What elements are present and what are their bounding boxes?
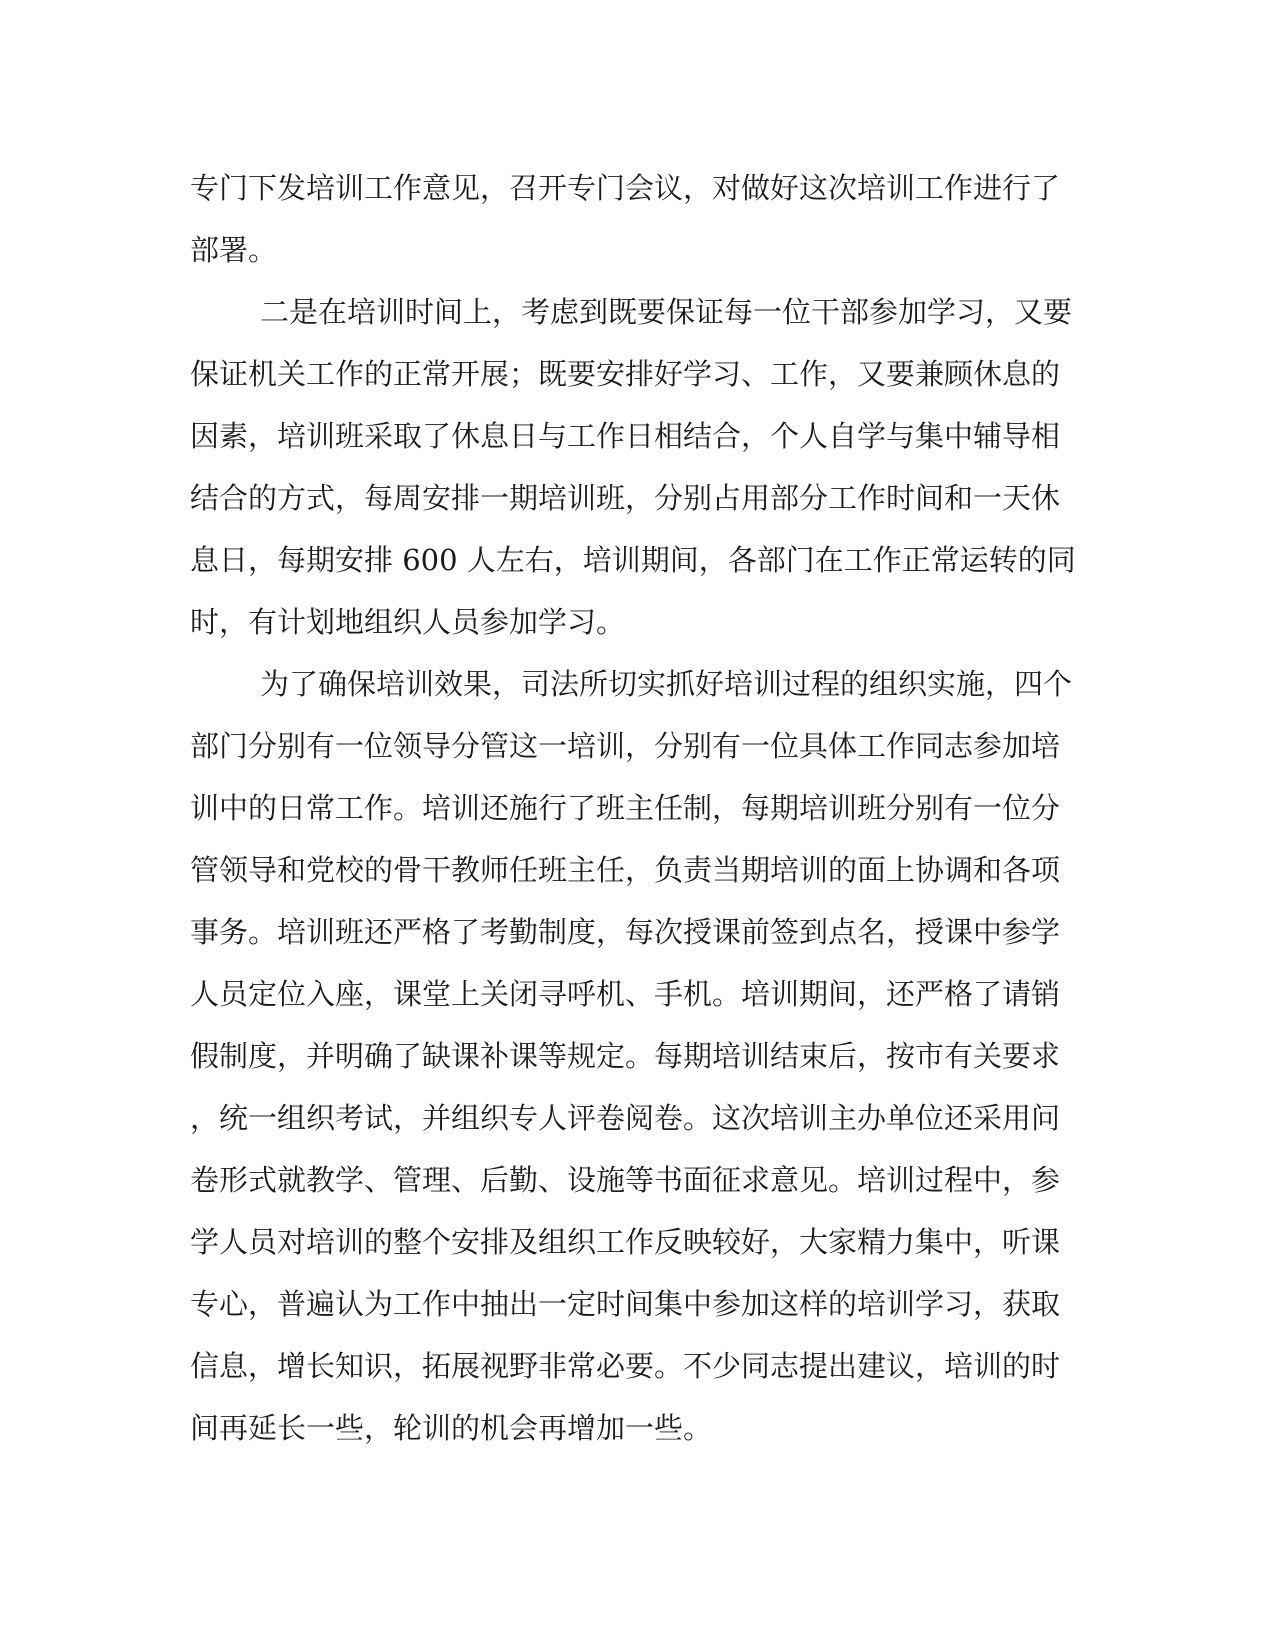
- paragraph-3: [190, 653, 1090, 1459]
- text-line: 专门下发培训工作意见，召开专门会议，对做好这次培训工作进行了: [190, 171, 1061, 205]
- text-line: 为了确保培训效果，司法所切实抓好培训过程的组织实施，四个: [260, 667, 1073, 701]
- body-text: [190, 157, 1090, 1459]
- text-line: 部署。: [190, 233, 278, 267]
- paragraph-2: [190, 281, 1090, 653]
- text-line: 学人员对培训的整个安排及组织工作反映较好，大家精力集中，听课: [190, 1225, 1061, 1259]
- text-line: 保证机关工作的正常开展；既要安排好学习、工作，又要兼顾休息的: [190, 357, 1061, 391]
- text-line: 二是在培训时间上，考虑到既要保证每一位干部参加学习，又要: [260, 295, 1073, 329]
- text-line: 管领导和党校的骨干教师任班主任，负责当期培训的面上协调和各项: [190, 853, 1061, 887]
- text-line: 信息，增长知识，拓展视野非常必要。不少同志提出建议，培训的时: [190, 1349, 1061, 1383]
- text-line: 专心，普遍认为工作中抽出一定时间集中参加这样的培训学习，获取: [190, 1287, 1061, 1321]
- text-line: 间再延长一些，轮训的机会再增加一些。: [190, 1411, 713, 1445]
- text-line: 息日，每期安排 600 人左右，培训期间，各部门在工作正常运转的同: [190, 543, 1076, 577]
- paragraph-1: [190, 157, 1090, 281]
- text-line: 假制度，并明确了缺课补课等规定。每期培训结束后，按市有关要求: [190, 1039, 1061, 1073]
- text-line: 结合的方式，每周安排一期培训班，分别占用部分工作时间和一天休: [190, 481, 1061, 515]
- text-line: 部门分别有一位领导分管这一培训，分别有一位具体工作同志参加培: [190, 729, 1061, 763]
- text-line: 人员定位入座，课堂上关闭寻呼机、手机。培训期间，还严格了请销: [190, 977, 1061, 1011]
- text-line: 因素，培训班采取了休息日与工作日相结合，个人自学与集中辅导相: [190, 419, 1061, 453]
- text-line: 时，有计划地组织人员参加学习。: [190, 605, 626, 639]
- text-line: 训中的日常工作。培训还施行了班主任制，每期培训班分别有一位分: [190, 791, 1061, 825]
- text-line: 事务。培训班还严格了考勤制度，每次授课前签到点名，授课中参学: [190, 915, 1061, 949]
- text-line: 卷形式就教学、管理、后勤、设施等书面征求意见。培训过程中，参: [190, 1163, 1061, 1197]
- text-line: ，统一组织考试，并组织专人评卷阅卷。这次培训主办单位还采用问: [190, 1101, 1061, 1135]
